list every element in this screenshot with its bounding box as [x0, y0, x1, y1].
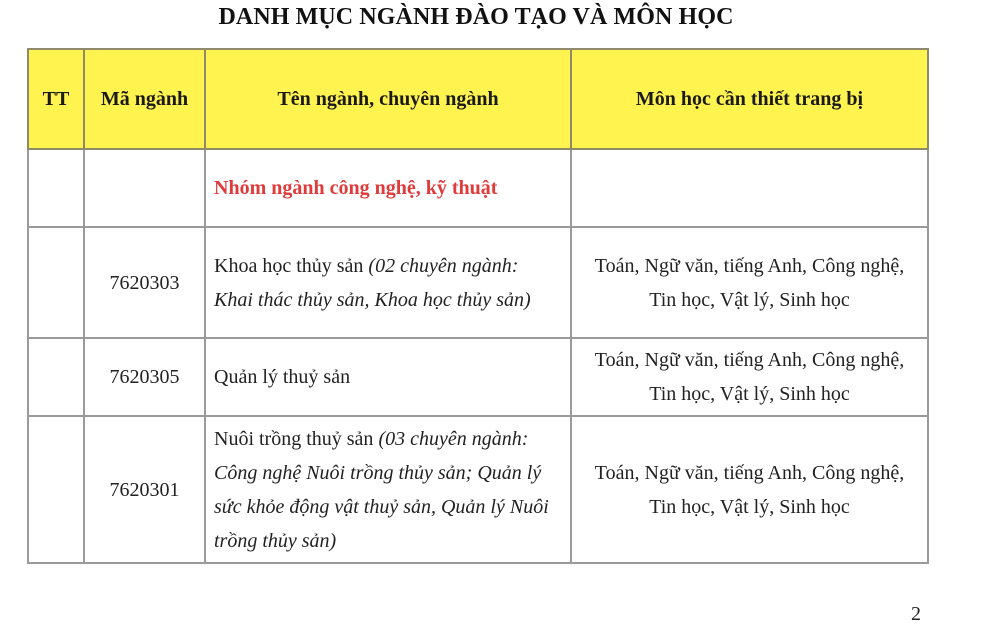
cell-subjects: Toán, Ngữ văn, tiếng Anh, Công nghệ, Tin học, Vật lý, Sinh học [571, 416, 928, 563]
header-major-code: Mã ngành [84, 49, 205, 149]
major-name: Nuôi trồng thuỷ sản [214, 427, 374, 450]
major-name-detail: (03 chuyên ngành: Công nghệ Nuôi trồng thủy sản; Quản lý sức khỏe động vật thuỷ sản, Quản lý Nuôi trồng thủy sản) [214, 427, 549, 552]
cell-code: 7620305 [84, 338, 205, 416]
group-label: Nhóm ngành công nghệ, kỹ thuật [214, 177, 498, 199]
page-number: 2 [911, 603, 921, 625]
cell-code: 7620301 [84, 416, 205, 563]
cell-tt [28, 227, 84, 338]
document-title: DANH MỤC NGÀNH ĐÀO TẠO VÀ MÔN HỌC [218, 4, 734, 30]
cell-tt [28, 338, 84, 416]
major-name: Quản lý thuỷ sản [214, 366, 351, 388]
cell-subjects [571, 149, 928, 227]
header-required-subjects: Môn học cần thiết trang bị [571, 49, 928, 149]
cell-major-name [205, 338, 571, 416]
cell-major-name [205, 227, 571, 338]
cell-subjects: Toán, Ngữ văn, tiếng Anh, Công nghệ, Tin học, Vật lý, Sinh học [571, 338, 928, 416]
cell-code: 7620303 [84, 227, 205, 338]
cell-subjects: Toán, Ngữ văn, tiếng Anh, Công nghệ, Tin học, Vật lý, Sinh học [571, 227, 928, 338]
cell-tt [28, 416, 84, 563]
majors-table [27, 48, 929, 564]
cell-tt [28, 149, 84, 227]
header-tt: TT [28, 49, 84, 149]
table-row [28, 338, 928, 416]
table-row [28, 227, 928, 338]
major-name-detail: (02 chuyên ngành: Khai thác thủy sản, Khoa học thủy sản) [214, 254, 531, 311]
table-header-row [28, 49, 928, 149]
cell-major-name [205, 416, 571, 563]
table-group-row [28, 149, 928, 227]
major-name: Khoa học thủy sản [214, 254, 364, 277]
header-major-name: Tên ngành, chuyên ngành [205, 49, 571, 149]
table-row [28, 416, 928, 563]
cell-group-label [205, 149, 571, 227]
cell-code [84, 149, 205, 227]
